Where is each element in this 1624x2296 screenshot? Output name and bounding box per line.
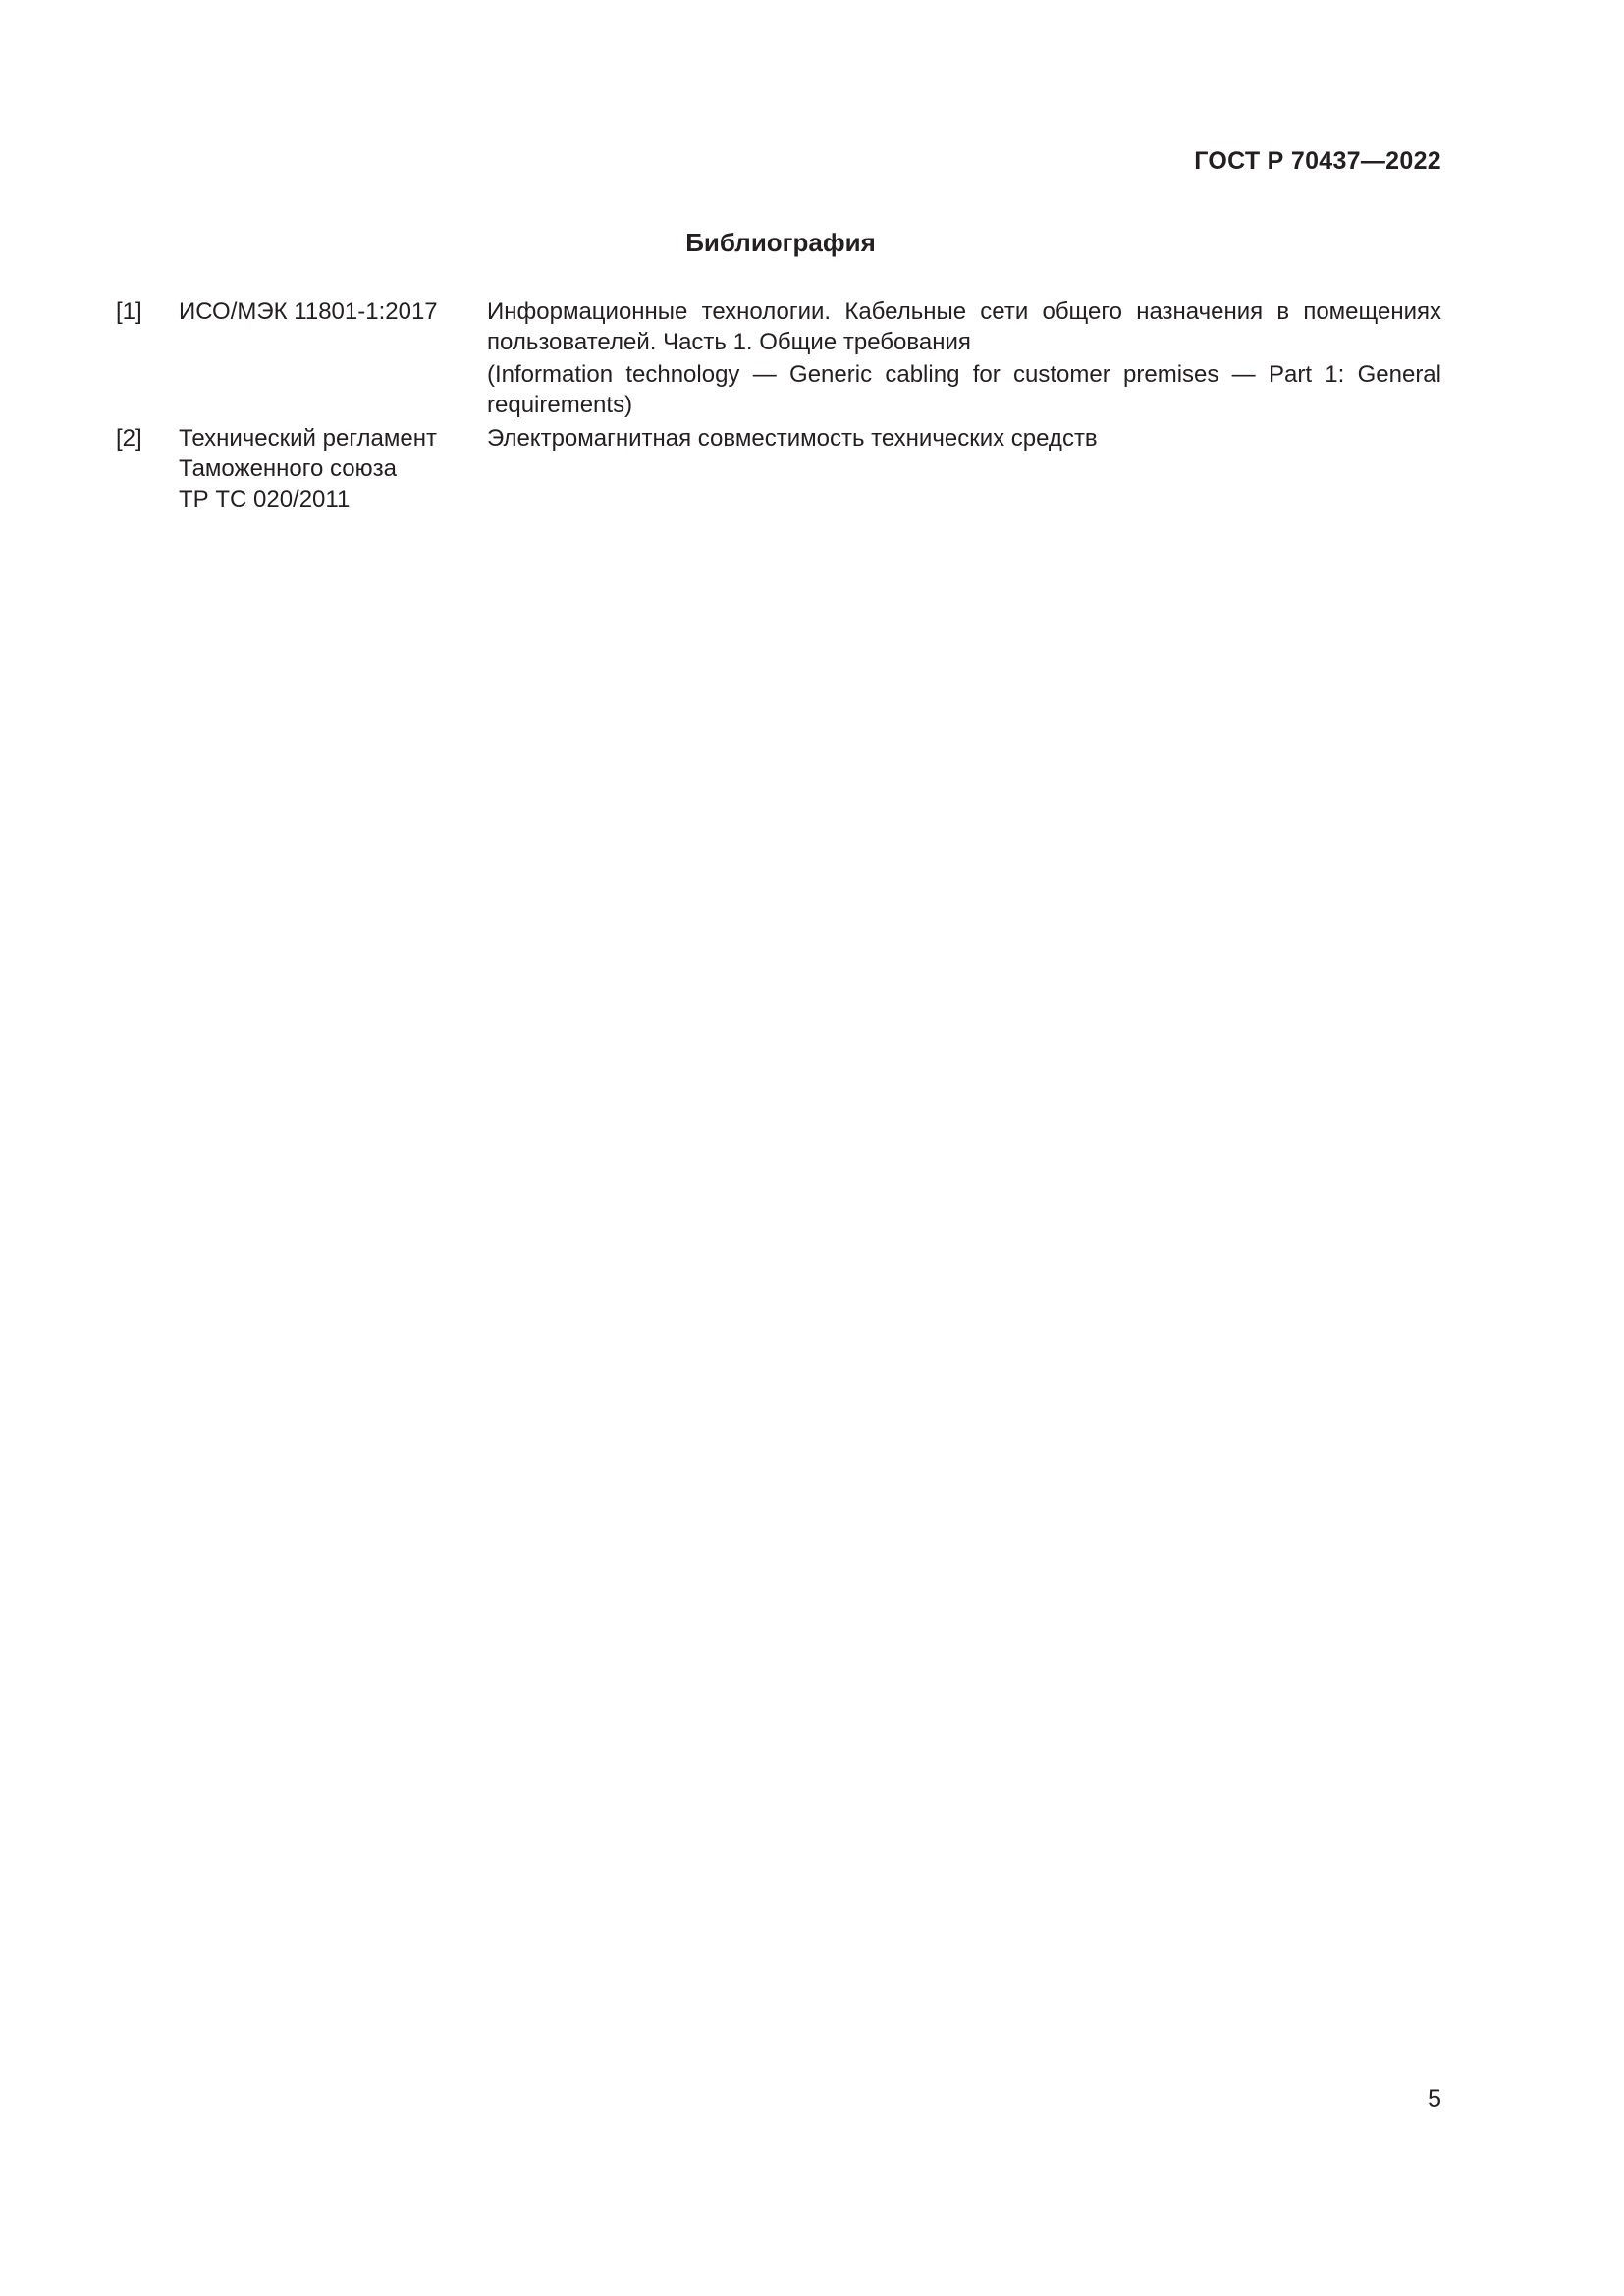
entry-title-english: (Information technology — Generic cabling for customer premises — Part 1: General requirements) [487,361,1441,418]
reference-line: ТР ТС 020/2011 [179,486,351,512]
document-code: ГОСТ Р 70437—2022 [1194,147,1441,175]
reference-line: ИСО/МЭК 11801-1:2017 [179,298,438,325]
bibliography-entry [116,296,1441,422]
page-number: 5 [1428,2085,1441,2112]
entry-description [487,423,1441,455]
bibliography-list [116,296,1441,515]
entry-number: [2] [116,425,142,452]
reference-line: Таможенного союза [179,455,397,482]
entry-title: Информационные технологии. Кабельные сети общего назначения в помещениях пользователей. Часть 1. Общие требования [487,298,1441,355]
entry-reference [179,423,487,514]
section-title: Библиография [685,228,876,257]
entry-title: Электромагнитная совместимость технических средств [487,425,1098,452]
entry-number: [1] [116,298,142,325]
entry-description [487,296,1441,422]
bibliography-entry [116,423,1441,514]
entry-reference [179,296,487,327]
reference-line: Технический регламент [179,425,437,452]
